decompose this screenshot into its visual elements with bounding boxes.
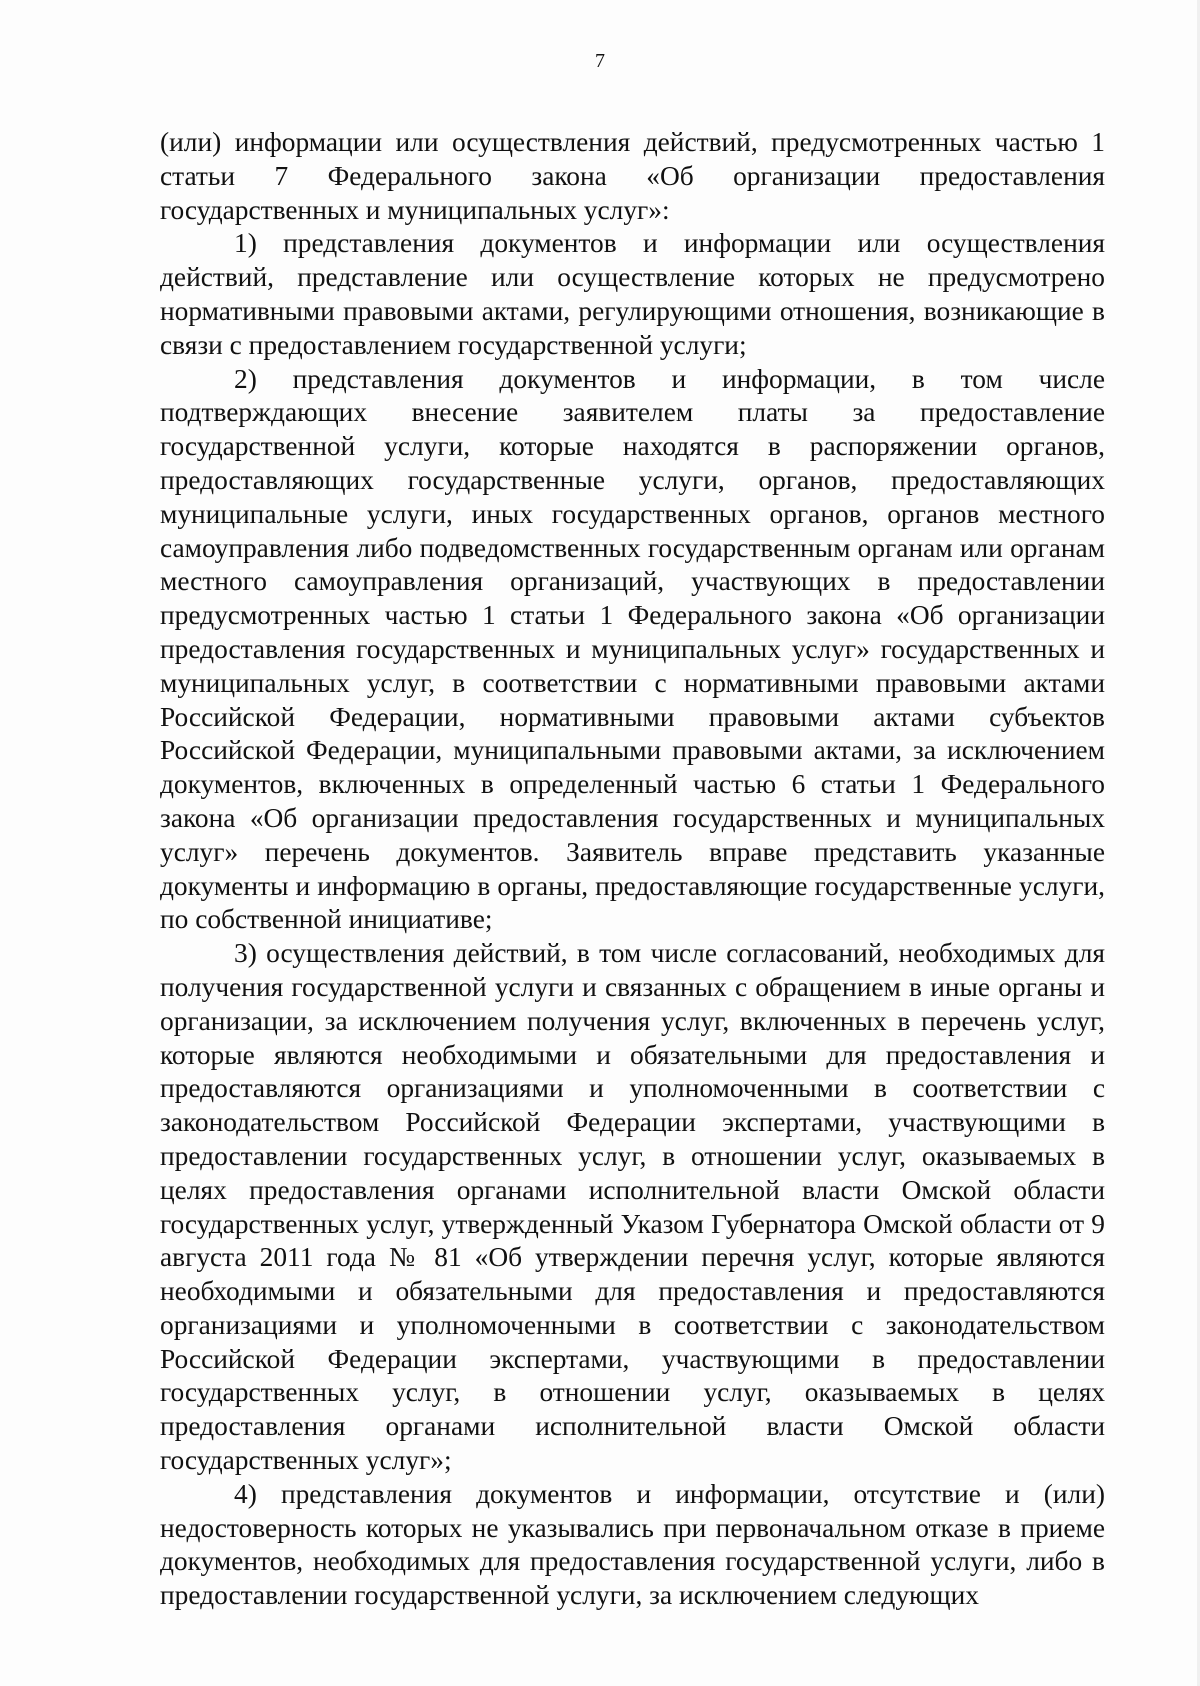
- page-number: 7: [595, 50, 605, 72]
- paragraph-item-2: 2) представления документов и информации, в том числе подтверждающих внесение заявителем платы за предоставление государственной услуги, которые находятся в распоряжении органов, предоставляющих государственные услуги, органов, предоставляющих муниципальные услуги, иных государственных органов, органов местного самоуправления либо подведомственных государственным органам или органам местного самоуправления организаций, участвующих в предоставлении предусмотренных частью 1 статьи 1 Федерального закона «Об организации предоставления государственных и муниципальных услуг» государственных и муниципальных услуг, в соответствии с нормативными правовыми актами Российской Федерации, нормативными правовыми актами субъектов Российской Федерации, муниципальными правовыми актами, за исключением документов, включенных в определенный частью 6 статьи 1 Федерального закона «Об организации предоставления государственных и муниципальных услуг» перечень документов. Заявитель вправе представить указанные документы и информацию в органы, предоставляющие государственные услуги, по собственной инициативе;: [160, 363, 1105, 935]
- paragraph-item-1: 1) представления документов и информации или осуществления действий, представление или осуществление которых не предусмотрено нормативными правовыми актами, регулирующими отношения, возникающие в связи с предоставлением государственной услуги;: [160, 228, 1105, 360]
- document-body: [160, 126, 1105, 1613]
- paragraph-item-4: 4) представления документов и информации, отсутствие и (или) недостоверность которых не указывались при первоначальном отказе в приеме документов, необходимых для предоставления государственной услуги, либо в предоставлении государственной услуги, за исключением следующих: [160, 1478, 1105, 1611]
- paragraph-intro: (или) информации или осуществления действий, предусмотренных частью 1 статьи 7 Федерального закона «Об организации предоставления государственных и муниципальных услуг»:: [160, 127, 1105, 225]
- paragraph-item-3: 3) осуществления действий, в том числе согласований, необходимых для получения государственной услуги и связанных с обращением в иные органы и организации, за исключением получения услуг, включенных в перечень услуг, которые являются необходимыми и обязательными для предоставления и предоставляются организациями и уполномоченными в соответствии с законодательством Российской Федерации экспертами, участвующими в предоставлении государственных услуг, в отношении услуг, оказываемых в целях предоставления органами исполнительной власти Омской области государственных услуг, утвержденный Указом Губернатора Омской области от 9 августа 2011 года № 81 «Об утверждении перечня услуг, которые являются необходимыми и обязательными для предоставления и предоставляются организациями и уполномоченными в соответствии с законодательством Российской Федерации экспертами, участвующими в предоставлении государственных услуг, в отношении услуг, оказываемых в целях предоставления органами исполнительной власти Омской области государственных услуг»;: [160, 938, 1105, 1476]
